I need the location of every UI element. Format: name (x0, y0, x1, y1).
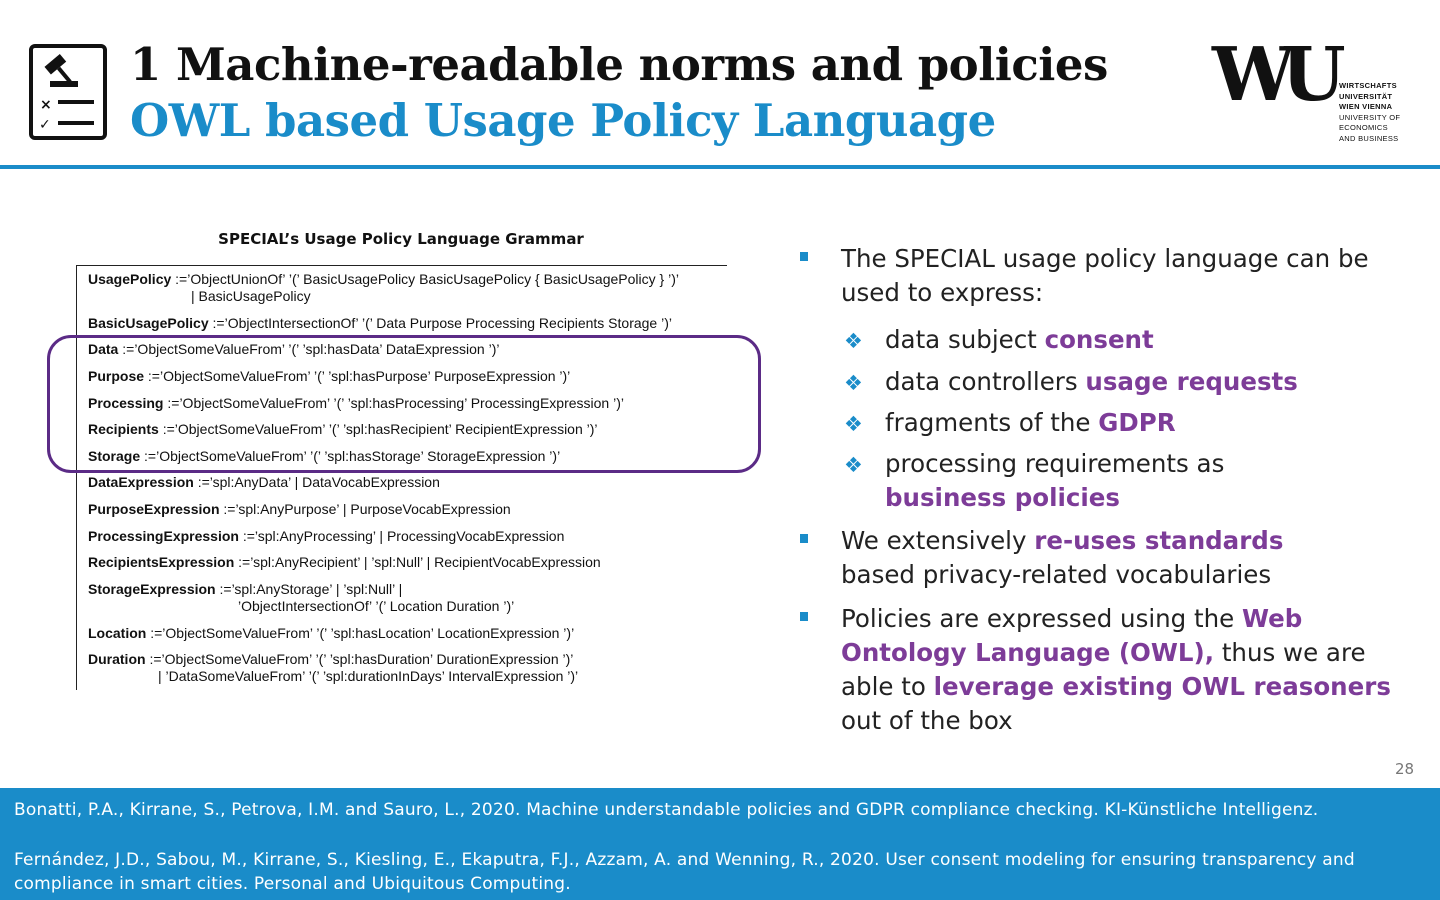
logo-line: WIEN VIENNA (1339, 102, 1393, 111)
grammar-line (88, 500, 511, 518)
grammar-line (88, 314, 672, 332)
grammar-head: Duration (88, 651, 146, 667)
logo-line: ECONOMICS (1339, 123, 1388, 132)
logo-line: UNIVERSITÄT (1339, 91, 1393, 101)
logo-line: UNIVERSITY OF (1339, 112, 1401, 122)
grammar-rest: :=’spl:AnyStorage’ | ’spl:Null’ | (215, 581, 403, 597)
svg-text:×: × (40, 97, 52, 113)
grammar-rest: :=’ObjectSomeValueFrom’ ’(’ ’spl:hasProcessing’ ProcessingExpression ’)’ (163, 395, 624, 411)
grammar-head: Location (88, 625, 147, 641)
grammar-rest: ’ObjectIntersectionOf’ ’(’ Location Duration ’)’ (238, 598, 515, 614)
grammar-rest: :=’ObjectSomeValueFrom’ ’(’ ’spl:hasData’ DataExpression ’)’ (118, 341, 500, 357)
bullet-plain: thus we are able to (841, 638, 1366, 701)
grammar-rest: :=’spl:AnyPurpose’ | PurposeVocabExpression (219, 501, 511, 517)
grammar-top-rule (76, 265, 727, 266)
grammar-caption: SPECIAL’s Usage Policy Language Grammar (218, 230, 584, 248)
grammar-head: DataExpression (88, 474, 194, 490)
grammar-line (158, 667, 578, 685)
grammar-head: Processing (88, 395, 164, 411)
grammar-head: Data (88, 341, 119, 357)
reference-1: Bonatti, P.A., Kirrane, S., Petrova, I.M. and Sauro, L., 2020. Machine understandable policies and GDPR compliance checking. KI-Künstliche Intelligenz. (14, 800, 1319, 820)
diamond-bullet-icon: ❖ (844, 329, 863, 353)
sub-bullet-highlight: usage requests (1085, 367, 1298, 396)
grammar-line (88, 270, 679, 288)
sub-bullet-text (885, 447, 1325, 515)
sub-bullet-highlight: consent (1044, 325, 1154, 354)
square-bullet-icon (800, 612, 808, 621)
grammar-rest: | ’DataSomeValueFrom’ ’(’ ’spl:durationInDays’ IntervalExpression ’)’ (158, 668, 579, 684)
policy-checklist-gavel-icon (28, 43, 108, 141)
highlight-box (47, 335, 761, 473)
grammar-head: Storage (88, 448, 141, 464)
grammar-head: UsagePolicy (88, 271, 172, 287)
bullet-text (841, 602, 1401, 738)
grammar-line (88, 624, 574, 642)
grammar-head: ProcessingExpression (88, 528, 239, 544)
bullet-highlight: re-uses standards (1034, 526, 1284, 555)
header-divider (0, 165, 1440, 169)
grammar-head: RecipientsExpression (88, 554, 235, 570)
logo-line: WIRTSCHAFTS (1339, 81, 1397, 90)
bullet-text (841, 524, 1321, 592)
page-number: 28 (1395, 760, 1415, 778)
sub-bullet-text (885, 323, 1365, 357)
diamond-bullet-icon: ❖ (844, 371, 863, 395)
grammar-rest: :=’ObjectSomeValueFrom’ ’(’ ’spl:hasLocation’ LocationExpression ’)’ (146, 625, 575, 641)
diamond-bullet-icon: ❖ (844, 412, 863, 436)
bullet-plain: We extensively (841, 526, 1035, 555)
sub-bullet-text (885, 406, 1365, 440)
diamond-bullet-icon: ❖ (844, 453, 863, 477)
sub-bullet-plain: data controllers (885, 367, 1086, 396)
square-bullet-icon (800, 534, 808, 543)
grammar-line (88, 527, 564, 545)
slide-subtitle: OWL based Usage Policy Language (130, 94, 996, 147)
sub-bullet-highlight: GDPR (1098, 408, 1176, 437)
svg-text:✓: ✓ (39, 117, 51, 133)
grammar-left-rule (76, 266, 77, 690)
grammar-head: PurposeExpression (88, 501, 220, 517)
wu-logo-mark: WU (1212, 32, 1332, 118)
bullet-highlight: leverage existing OWL reasoners (933, 672, 1391, 701)
sub-bullet-highlight: business policies (885, 483, 1120, 512)
grammar-rest: :=’ObjectSomeValueFrom’ ’(’ ’spl:hasRecipient’ RecipientExpression ’)’ (158, 421, 598, 437)
bullet-plain: Policies are expressed using the (841, 604, 1243, 633)
grammar-line (88, 473, 440, 491)
sub-bullet-plain: data subject (885, 325, 1045, 354)
grammar-line (238, 597, 514, 615)
logo-line: AND BUSINESS (1339, 133, 1399, 143)
grammar-line (191, 287, 311, 305)
grammar-line (88, 553, 601, 571)
slide-title: 1 Machine-readable norms and policies (130, 38, 1108, 91)
grammar-rest: :=’spl:AnyData’ | DataVocabExpression (193, 474, 440, 490)
grammar-rest: :=’spl:AnyProcessing’ | ProcessingVocabExpression (238, 528, 565, 544)
square-bullet-icon (800, 252, 808, 261)
grammar-rest: :=’ObjectSomeValueFrom’ ’(’ ’spl:hasPurpose’ PurposeExpression ’)’ (144, 368, 571, 384)
grammar-rest: :=’ObjectSomeValueFrom’ ’(’ ’spl:hasStorage’ StorageExpression ’)’ (140, 448, 561, 464)
wu-logo (1212, 32, 1412, 146)
grammar-rest: :=’ObjectUnionOf’ ’(’ BasicUsagePolicy BasicUsagePolicy { BasicUsagePolicy } ’)’ (171, 271, 679, 287)
grammar-rest: :=’spl:AnyRecipient’ | ’spl:Null’ | RecipientVocabExpression (234, 554, 601, 570)
grammar-rest: :=’ObjectSomeValueFrom’ ’(’ ’spl:hasDuration’ DurationExpression ’)’ (145, 651, 574, 667)
sub-bullet-plain: processing requirements as (885, 449, 1225, 478)
grammar-rest: | BasicUsagePolicy (191, 288, 311, 304)
references-footer (0, 788, 1440, 900)
grammar-line (88, 650, 573, 668)
sub-bullet-plain: fragments of the (885, 408, 1099, 437)
bullet-plain: out of the box (841, 706, 1013, 735)
reference-2: Fernández, J.D., Sabou, M., Kirrane, S., Kiesling, E., Ekaputra, F.J., Azzam, A. and Wenning, R., 2020. User consent modeling for ensuring transparency and compliance in smart cities. Personal and Ubiquitous Computing. (14, 850, 1355, 894)
wu-logo-text (1339, 81, 1400, 144)
grammar-head: Recipients (88, 421, 159, 437)
grammar-head: Purpose (88, 368, 145, 384)
sub-bullet-text (885, 365, 1365, 399)
grammar-head: BasicUsagePolicy (88, 315, 209, 331)
bullet-plain: based privacy-related vocabularies (841, 560, 1272, 589)
grammar-rest: :=’ObjectIntersectionOf’ ’(’ Data Purpose Processing Recipients Storage ’)’ (208, 315, 672, 331)
bullet-text: The SPECIAL usage policy language can be used to express: (841, 244, 1369, 307)
grammar-head: StorageExpression (88, 581, 216, 597)
grammar-line (88, 580, 402, 598)
bullet-highlight: Web Ontology Language (OWL), (841, 604, 1303, 667)
